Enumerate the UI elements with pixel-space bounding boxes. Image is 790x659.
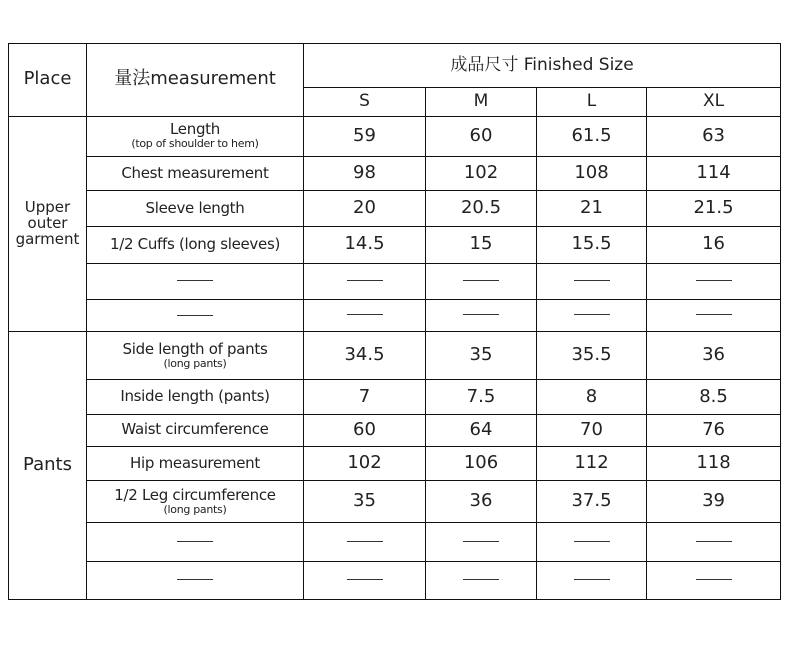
header-size-l: L [537,88,647,116]
table-row [9,116,781,156]
empty-dash [463,579,499,580]
measurement-label: Sleeve length [145,198,245,217]
empty-dash [696,280,732,281]
size-value-cell: 36 [426,481,537,523]
empty-dash [574,280,610,281]
empty-dash [177,579,213,580]
header-size-s: S [304,88,426,116]
size-value-cell [647,299,781,331]
size-value-cell: 16 [647,227,781,263]
size-value-cell: 102 [426,156,537,190]
size-value-cell [304,263,426,299]
size-value-cell [426,299,537,331]
empty-dash [347,579,383,580]
table-row [9,331,781,379]
header-size-m: M [426,88,537,116]
measurement-item-cell [87,299,304,331]
measurement-label: 1/2 Leg circumference [114,486,276,505]
table-row [9,227,781,263]
size-value-cell: 14.5 [304,227,426,263]
size-value-cell: 8.5 [647,380,781,414]
empty-dash [574,541,610,542]
measurement-item-cell [87,116,304,156]
size-value-cell: 106 [426,446,537,480]
measurement-note: (top of shoulder to hem) [131,137,259,151]
size-value-cell [304,299,426,331]
empty-dash [347,314,383,315]
header-finished-size: 成品尺寸 Finished Size [304,44,781,88]
size-value-cell [537,299,647,331]
empty-dash [347,280,383,281]
size-value-cell: 7 [304,380,426,414]
measurement-item-cell [87,263,304,299]
size-value-cell: 114 [647,156,781,190]
size-value-cell [647,523,781,561]
size-value-cell: 63 [647,116,781,156]
size-value-cell: 15.5 [537,227,647,263]
table-row [9,523,781,561]
table-row [9,299,781,331]
size-value-cell: 7.5 [426,380,537,414]
measurement-label: Hip measurement [130,453,260,472]
measurement-item-cell [87,414,304,446]
measurement-note: (long pants) [163,356,227,370]
measurement-item-cell [87,481,304,523]
measurement-label: Length [170,120,220,139]
size-value-cell: 15 [426,227,537,263]
measurement-label: Chest measurement [121,163,269,182]
size-value-cell [537,263,647,299]
size-value-cell: 34.5 [304,331,426,379]
size-value-cell: 102 [304,446,426,480]
size-value-cell: 76 [647,414,781,446]
table-row [9,380,781,414]
size-value-cell [304,523,426,561]
empty-dash [574,314,610,315]
empty-dash [463,280,499,281]
place-cell: Pants [9,331,87,599]
table-row [9,414,781,446]
size-value-cell: 61.5 [537,116,647,156]
measurement-label: Side length of pants [122,340,268,358]
empty-dash [696,541,732,542]
size-value-cell [426,523,537,561]
size-value-cell: 39 [647,481,781,523]
size-value-cell [426,263,537,299]
header-measurement-method: 量法measurement [87,44,304,117]
empty-dash [177,280,213,281]
table-row [9,481,781,523]
table-row [9,561,781,599]
size-value-cell: 20.5 [426,191,537,227]
size-value-cell [537,561,647,599]
size-value-cell: 21.5 [647,191,781,227]
measurement-item-cell [87,523,304,561]
size-value-cell: 35.5 [537,331,647,379]
size-value-cell [537,523,647,561]
size-value-cell: 35 [426,331,537,379]
measurement-note: (long pants) [163,502,227,516]
size-value-cell: 37.5 [537,481,647,523]
empty-dash [463,314,499,315]
measurement-item-cell [87,191,304,227]
empty-dash [347,541,383,542]
measurement-item-cell [87,380,304,414]
size-value-cell: 60 [426,116,537,156]
size-value-cell: 8 [537,380,647,414]
empty-dash [696,579,732,580]
size-value-cell: 36 [647,331,781,379]
size-value-cell [647,561,781,599]
table-row [9,263,781,299]
empty-dash [696,314,732,315]
size-value-cell: 21 [537,191,647,227]
size-value-cell: 35 [304,481,426,523]
empty-dash [177,315,213,316]
size-value-cell: 20 [304,191,426,227]
measurement-item-cell [87,446,304,480]
header-size-xl: XL [647,88,781,116]
header-place: Place [9,44,87,117]
measurement-item-cell [87,561,304,599]
size-value-cell: 108 [537,156,647,190]
size-value-cell: 64 [426,414,537,446]
table-row [9,446,781,480]
size-value-cell [647,263,781,299]
measurement-label: Inside length (pants) [120,387,270,406]
place-cell: Upper outer garment [9,116,87,331]
size-chart-table [8,43,781,600]
table-row [9,156,781,190]
measurement-item-cell [87,156,304,190]
size-value-cell: 59 [304,116,426,156]
size-value-cell [426,561,537,599]
size-value-cell: 70 [537,414,647,446]
size-value-cell: 112 [537,446,647,480]
measurement-item-cell [87,227,304,263]
empty-dash [463,541,499,542]
measurement-item-cell [87,331,304,379]
size-value-cell: 98 [304,156,426,190]
empty-dash [177,541,213,542]
table-row [9,191,781,227]
measurement-label: 1/2 Cuffs (long sleeves) [109,235,281,254]
size-value-cell: 60 [304,414,426,446]
empty-dash [574,579,610,580]
measurement-label: Waist circumference [121,420,269,439]
size-value-cell [304,561,426,599]
size-value-cell: 118 [647,446,781,480]
